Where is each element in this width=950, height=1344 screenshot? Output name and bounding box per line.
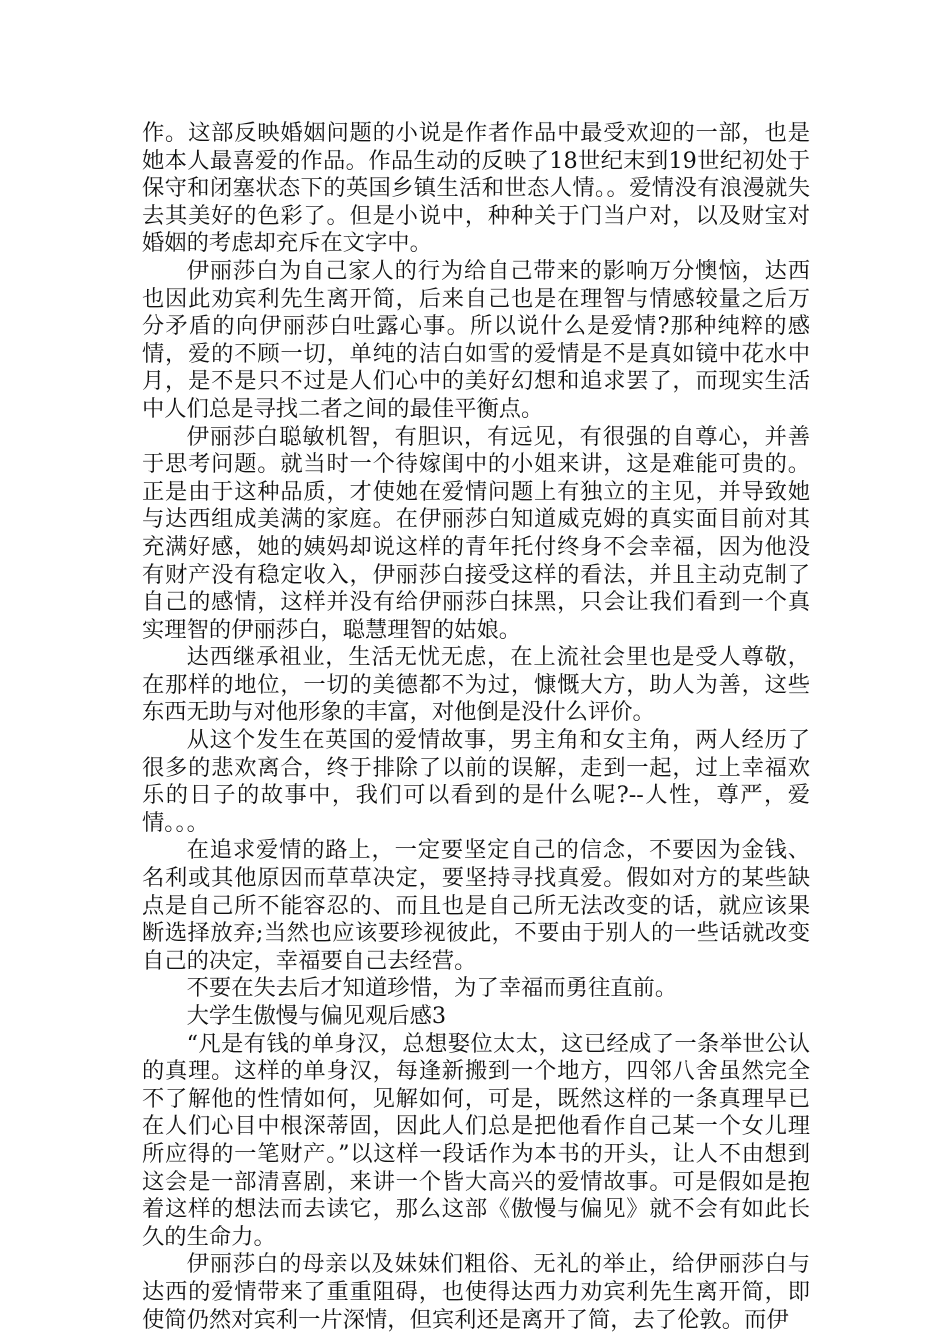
paragraph-8: “凡是有钱的单身汉，总想娶位太太，这已经成了一条举世公认的真理。这样的单身汉，每逢新搬到一个地方，四邻八舍虽然完全不了解他的性情如何，见解如何，可是，既然这样的一条真理早已在人们心目中根深蒂固，因此人们总是把他看作自己某一个女儿理所应得的一笔财产。”以这样一段话作为本书的开头，让人不由想到这会是一部清喜剧，来讲一个皆大高兴的爱情故事。可是假如是抱着这样的想法而去读它，那么这部《傲慢与偏见》就不会有如此长久的生命力。 <box>142 1030 810 1250</box>
paragraph-9: 伊丽莎白的母亲以及妹妹们粗俗、无礼的举止，给伊丽莎白与达西的爱情带来了重重阻碍，也使得达西力劝宾利先生离开简，即使简仍然对宾利一片深情，但宾利还是离开了简，去了伦敦。而伊 <box>142 1251 810 1333</box>
paragraph-2: 伊丽莎白为自己家人的行为给自己带来的影响万分懊恼，达西也因此劝宾利先生离开简，后来自己也是在理智与情感较量之后万分矛盾的向伊丽莎白吐露心事。所以说什么是爱情?那种纯粹的感情，爱的不顾一切，单纯的洁白如雪的爱情是不是真如镜中花水中月，是不是只不过是人们心中的美好幻想和追求罢了，而现实生活中人们总是寻找二者之间的最佳平衡点。 <box>142 257 810 422</box>
paragraph-5: 从这个发生在英国的爱情故事，男主角和女主角，两人经历了很多的悲欢离合，终于排除了以前的误解，走到一起，过上幸福欢乐的日子的故事中，我们可以看到的是什么呢?--人性，尊严，爱情。。。 <box>142 727 810 836</box>
paragraph-4: 达西继承祖业，生活无忧无虑，在上流社会里也是受人尊敬，在那样的地位，一切的美德都不为过，慷慨大方，助人为善，这些东西无助与对他形象的丰富，对他倒是没什么评价。 <box>142 644 810 726</box>
paragraph-1: 作。这部反映婚姻问题的小说是作者作品中最受欢迎的一部，也是她本人最喜爱的作品。作品生动的反映了18世纪末到19世纪初处于保守和闭塞状态下的英国乡镇生活和世态人情。。爱情没有浪漫就失去其美好的色彩了。但是小说中，种种关于门当户对，以及财宝对婚姻的考虑却充斥在文字中。 <box>142 120 810 257</box>
document-page <box>142 120 810 1334</box>
paragraph-6: 在追求爱情的路上，一定要坚定自己的信念，不要因为金钱、名利或其他原因而草草决定，要坚持寻找真爱。假如对方的某些缺点是自己所不能容忍的、而且也是自己所无法改变的话，就应该果断选择放弃;当然也应该要珍视彼此，不要由于别人的一些话就改变自己的决定，幸福要自己去经营。 <box>142 837 810 974</box>
section-heading: 大学生傲慢与偏见观后感3 <box>186 1003 447 1029</box>
paragraph-7: 不要在失去后才知道珍惜，为了幸福而勇往直前。 <box>186 975 678 1002</box>
paragraph-3: 伊丽莎白聪敏机智，有胆识，有远见，有很强的自尊心，并善于思考问题。就当时一个待嫁闺中的小姐来讲，这是难能可贵的。正是由于这种品质，才使她在爱情问题上有独立的主见，并导致她与达西组成美满的家庭。在伊丽莎白知道威克姆的真实面目前对其充满好感，她的姨妈却说这样的青年托付终身不会幸福，因为他没有财产没有稳定收入，伊丽莎白接受这样的看法，并且主动克制了自己的感情，这样并没有给伊丽莎白抹黑，只会让我们看到一个真实理智的伊丽莎白，聪慧理智的姑娘。 <box>142 423 810 643</box>
